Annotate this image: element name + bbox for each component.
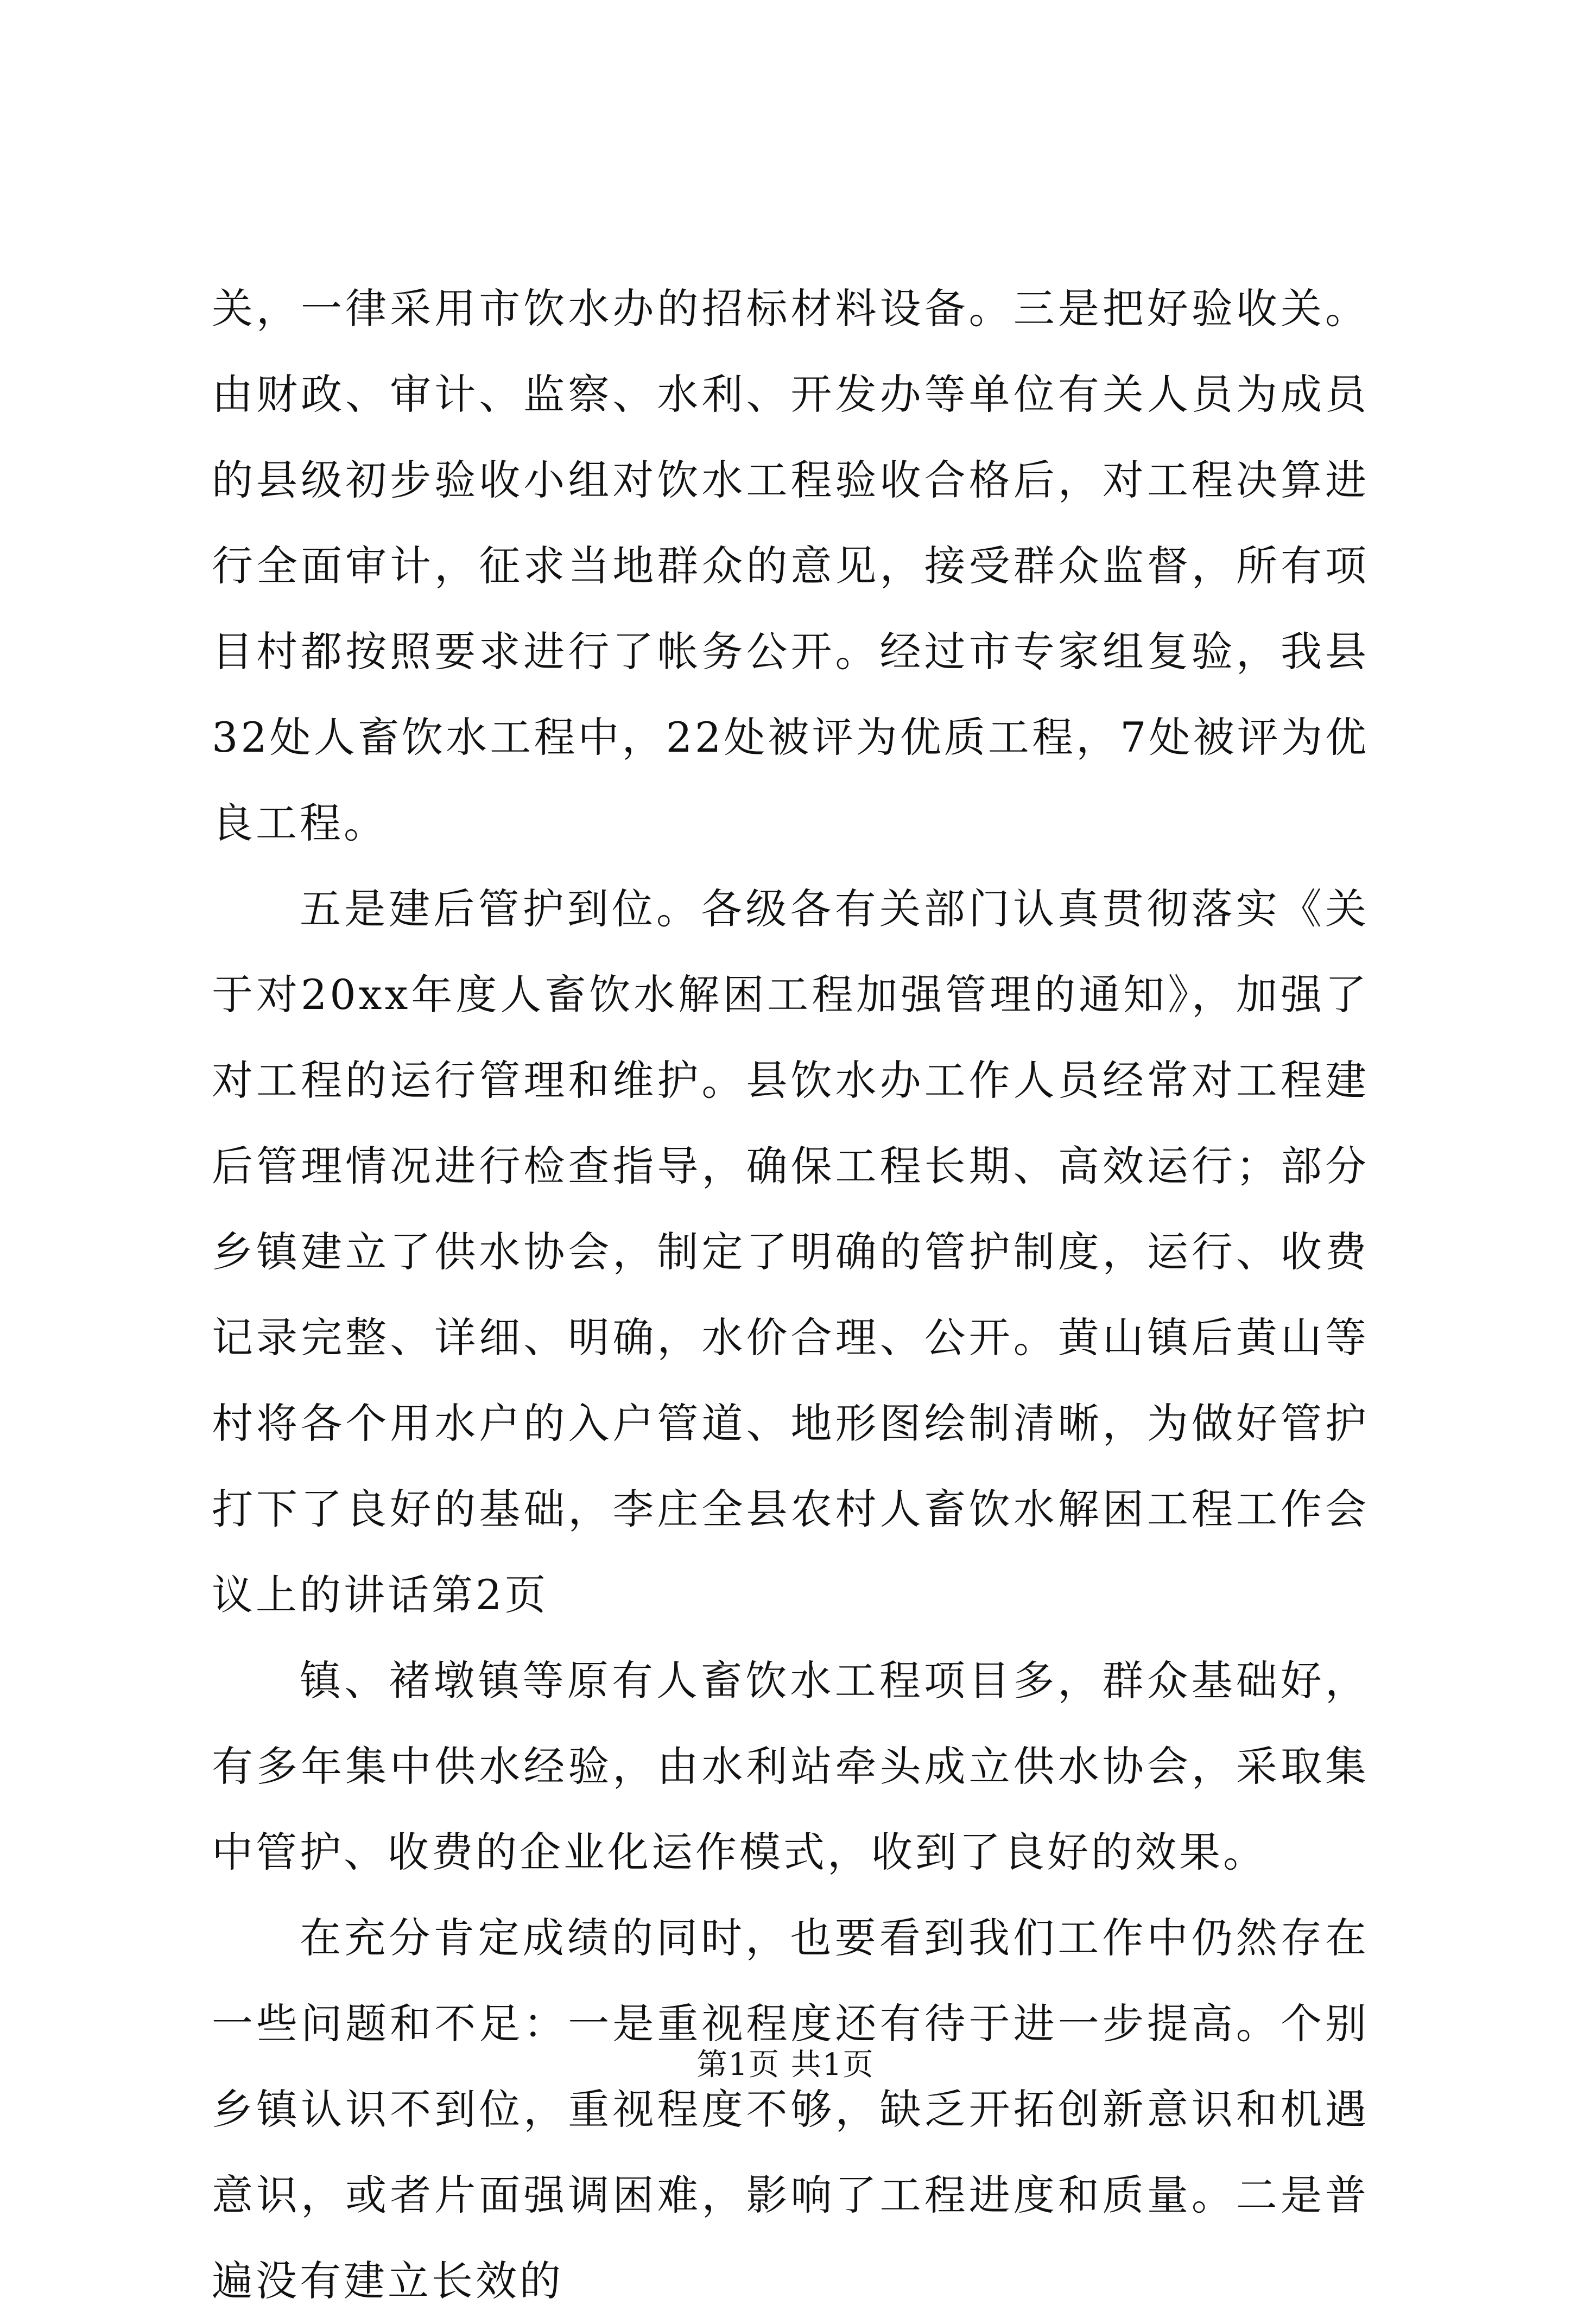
paragraph-problems: 在充分肯定成绩的同时，也要看到我们工作中仍然存在一些问题和不足：一是重视程度还有待于进一步提高。个别乡镇认识不到位，重视程度不够，缺乏开拓创新意识和机遇意识，或者片面强调困难，影响了工程进度和质量。二是普遍没有建立长效的 xyxy=(212,1914,1369,2305)
paragraph-supply-association: 镇、褚墩镇等原有人畜饮水工程项目多，群众基础好，有多年集中供水经验，由水利站牵头成立供水协会，采取集中管护、收费的企业化运作模式，收到了良好的效果。 xyxy=(212,1656,1369,1876)
page-footer: 第1页 共1页 xyxy=(696,2047,875,2082)
paragraph-maintenance: 五是建后管护到位。各级各有关部门认真贯彻落实《关于对20xx年度人畜饮水解困工程加强管理的通知》，加强了对工程的运行管理和维护。县饮水办工作人员经常对工程建后管理情况进行检查指导，确保工程长期、高效运行；部分乡镇建立了供水协会，制定了明确的管护制度，运行、收费记录完整、详细、明确，水价合理、公开。黄山镇后黄山等村将各个用水户的入户管道、地形图绘制清晰，为做好管护打下了良好的基础，李庄全县农村人畜饮水解困工程工作会议上的讲话第2页 xyxy=(212,885,1369,1619)
paragraph-continuation: 关，一律采用市饮水办的招标材料设备。三是把好验收关。由财政、审计、监察、水利、开发办等单位有关人员为成员的县级初步验收小组对饮水工程验收合格后，对工程决算进行全面审计，征求当地群众的意见，接受群众监督，所有项目村都按照要求进行了帐务公开。经过市专家组复验，我县32处人畜饮水工程中，22处被评为优质工程，7处被评为优良工程。 xyxy=(212,284,1369,847)
document-body xyxy=(212,266,1369,2324)
